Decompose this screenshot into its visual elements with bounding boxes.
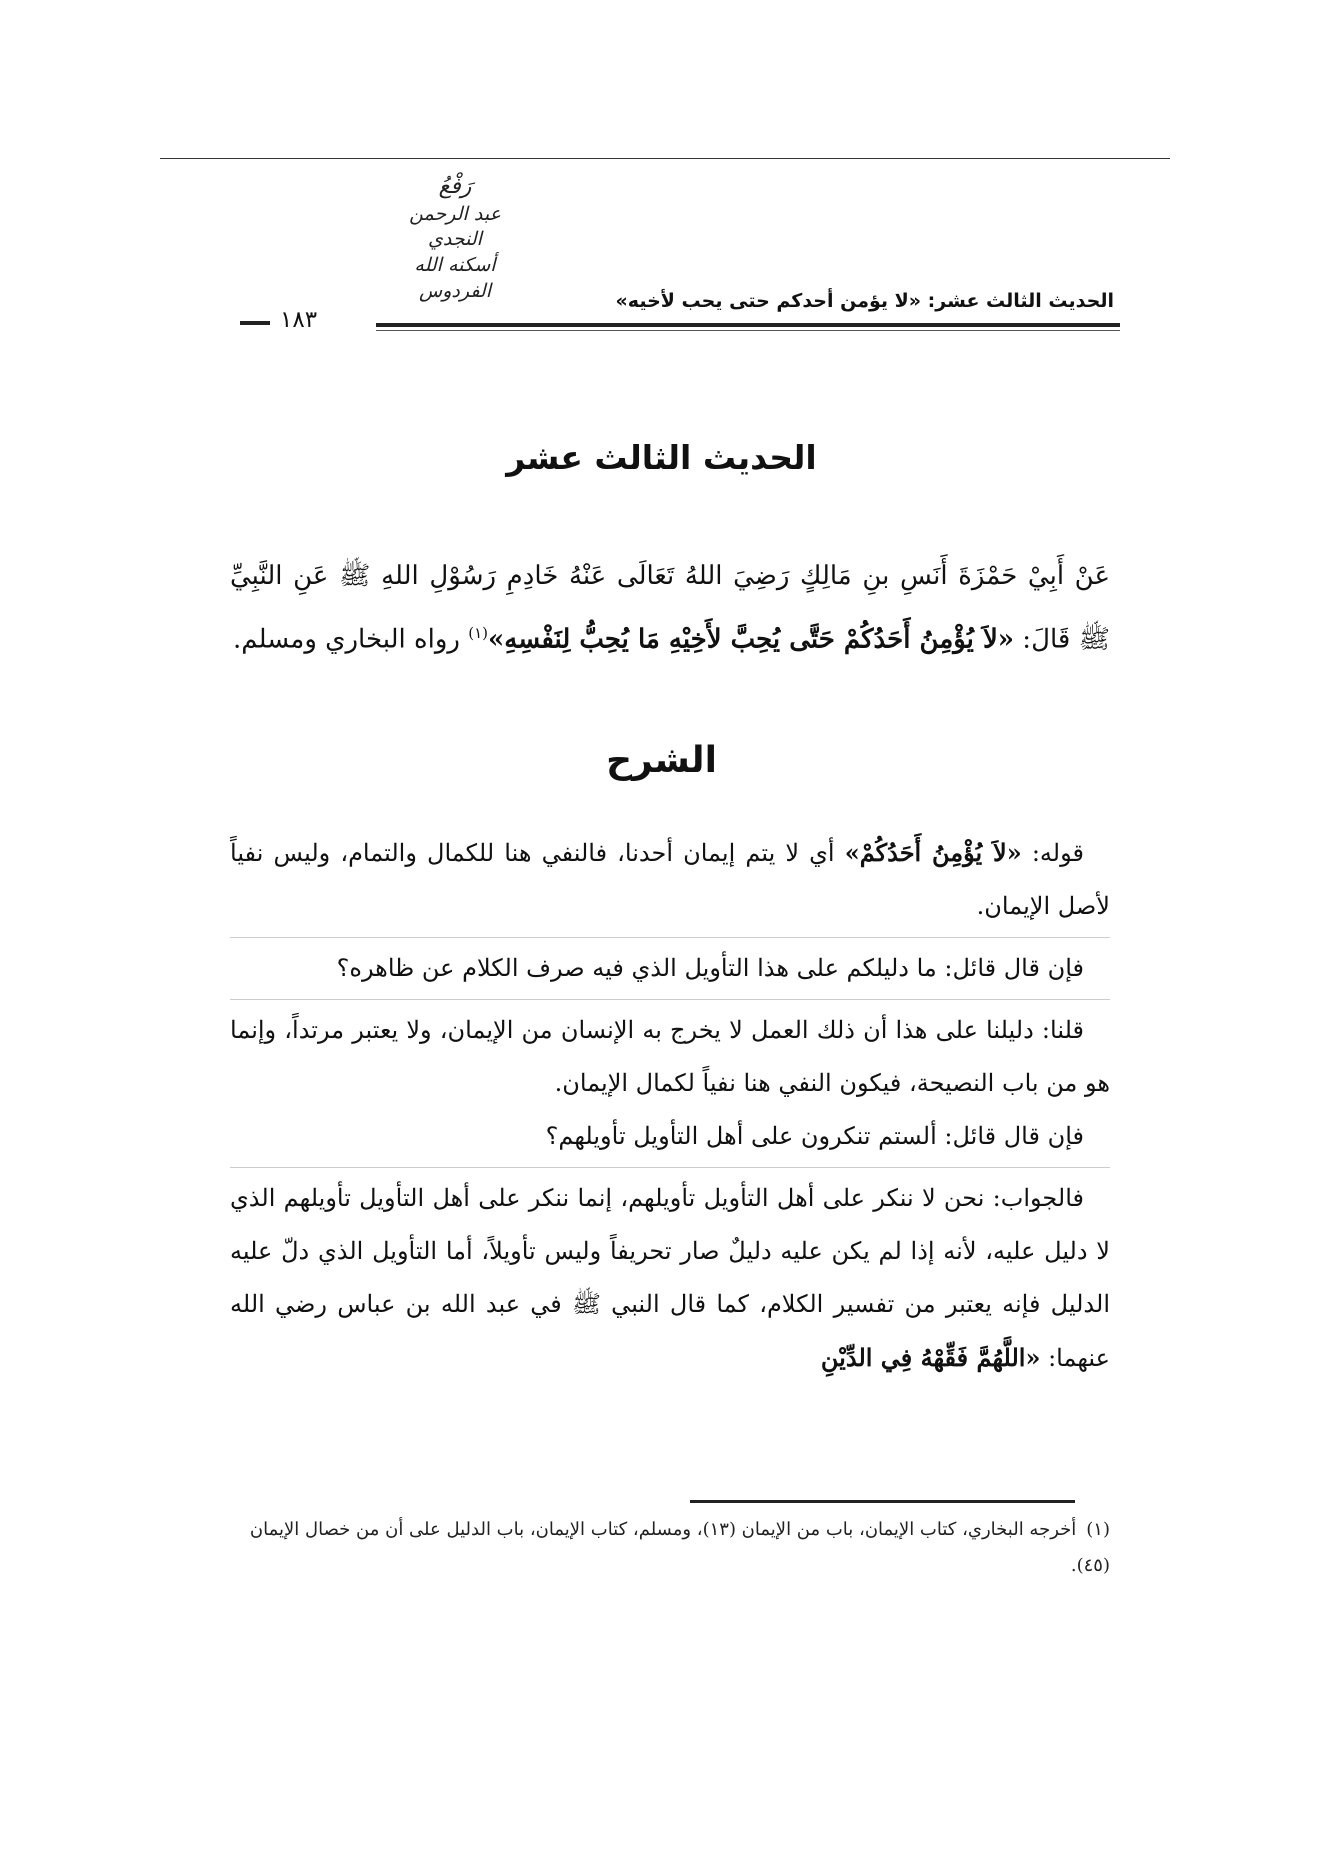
- header-dash: [240, 321, 270, 325]
- sharh-paragraph-4: فإن قال قائل: ألستم تنكرون على أهل التأويل تأويلهم؟: [545, 1122, 1084, 1150]
- sharh-body: [230, 826, 1110, 1385]
- paragraph-separator: [230, 1167, 1110, 1168]
- paragraph-separator: [230, 937, 1110, 938]
- sharh-title: الشرح: [606, 740, 717, 781]
- p5-start: فالجواب: نحن لا ننكر على أهل التأويل تأويلهم، إنما ننكر على أهل التأويل تأويلهم الذي لا دليل عليه، لأنه إذا لم يكن عليه دليلٌ صار تحريفاً وليس تأويلاً، أما التأويل الذي دلّ عليه الدليل فإنه يعتبر من تفسير الكلام، كما قال النبي ﷺ في عبد الله بن عباس رضي الله عنهما:: [230, 1184, 1110, 1372]
- running-header-title: الحديث الثالث عشر: «لا يؤمن أحدكم حتى يحب لأخيه»: [615, 290, 1114, 312]
- sharh-paragraph-5: [230, 1172, 1110, 1385]
- top-rule: [160, 158, 1170, 159]
- footnote-rule: [690, 1500, 1075, 1503]
- p5-quote: «اللَّهُمَّ فَقِّهْهُ فِي الدِّيْنِ: [820, 1343, 1041, 1372]
- footnote-ref: (١): [468, 624, 489, 642]
- hadith-isnad: عَنْ أَبِيْ حَمْزَةَ أَنَسِ بنِ مَالِكٍ رَضِيَ اللهُ تَعَالَى عَنْهُ خَادِمِ رَسُوْلِ اللهِ ﷺ عَنِ النَّبِيِّ ﷺ قَالَ:: [230, 561, 1110, 655]
- page-number: ١٨٣: [280, 307, 318, 333]
- header-rule: [376, 323, 1120, 327]
- hadith-narration: رواه البخاري ومسلم.: [233, 624, 469, 655]
- stamp-line-3: أسكنه الله الفردوس: [414, 253, 496, 302]
- sharh-paragraph-2: فإن قال قائل: ما دليلكم على هذا التأويل الذي فيه صرف الكلام عن ظاهره؟: [336, 954, 1084, 982]
- sharh-paragraph-1: [230, 826, 1110, 933]
- p1-quote: «لاَ يُؤْمِنُ أَحَدُكُمْ»: [844, 838, 1022, 867]
- stamp-line-2: عبد الرحمن النجدي: [409, 202, 501, 251]
- running-header: [240, 290, 1120, 346]
- owner-stamp: [380, 172, 530, 304]
- p1-rest: أي لا يتم إيمان أحدنا، فالنفي هنا للكمال والتمام، وليس نفياً لأصل الإيمان.: [230, 839, 1110, 920]
- p1-start: قوله:: [1021, 839, 1084, 867]
- sharh-paragraph-3: قلنا: دليلنا على هذا أن ذلك العمل لا يخرج به الإنسان من الإيمان، ولا يعتبر مرتداً، وإنما هو من باب النصيحة، فيكون النفي هنا نفياً لكمال الإيمان.: [230, 1016, 1110, 1097]
- footnote: [230, 1512, 1110, 1584]
- stamp-line-1: رَفْعُ: [438, 174, 472, 199]
- header-rule-thin: [376, 330, 1120, 331]
- paragraph-separator: [230, 999, 1110, 1000]
- hadith-text: [230, 548, 1110, 669]
- hadith-quote: «لاَ يُؤْمِنُ أَحَدُكُمْ حَتَّى يُحِبَّ لأَخِيْهِ مَا يُحِبُّ لِنَفْسِهِ»: [488, 624, 1015, 655]
- chapter-title: الحديث الثالث عشر: [506, 438, 817, 477]
- footnote-text: أخرجه البخاري، كتاب الإيمان، باب من الإيمان (١٣)، ومسلم، كتاب الإيمان، باب الدليل على أن من خصال الإيمان (٤٥).: [249, 1519, 1110, 1576]
- footnote-number: (١): [1086, 1519, 1110, 1540]
